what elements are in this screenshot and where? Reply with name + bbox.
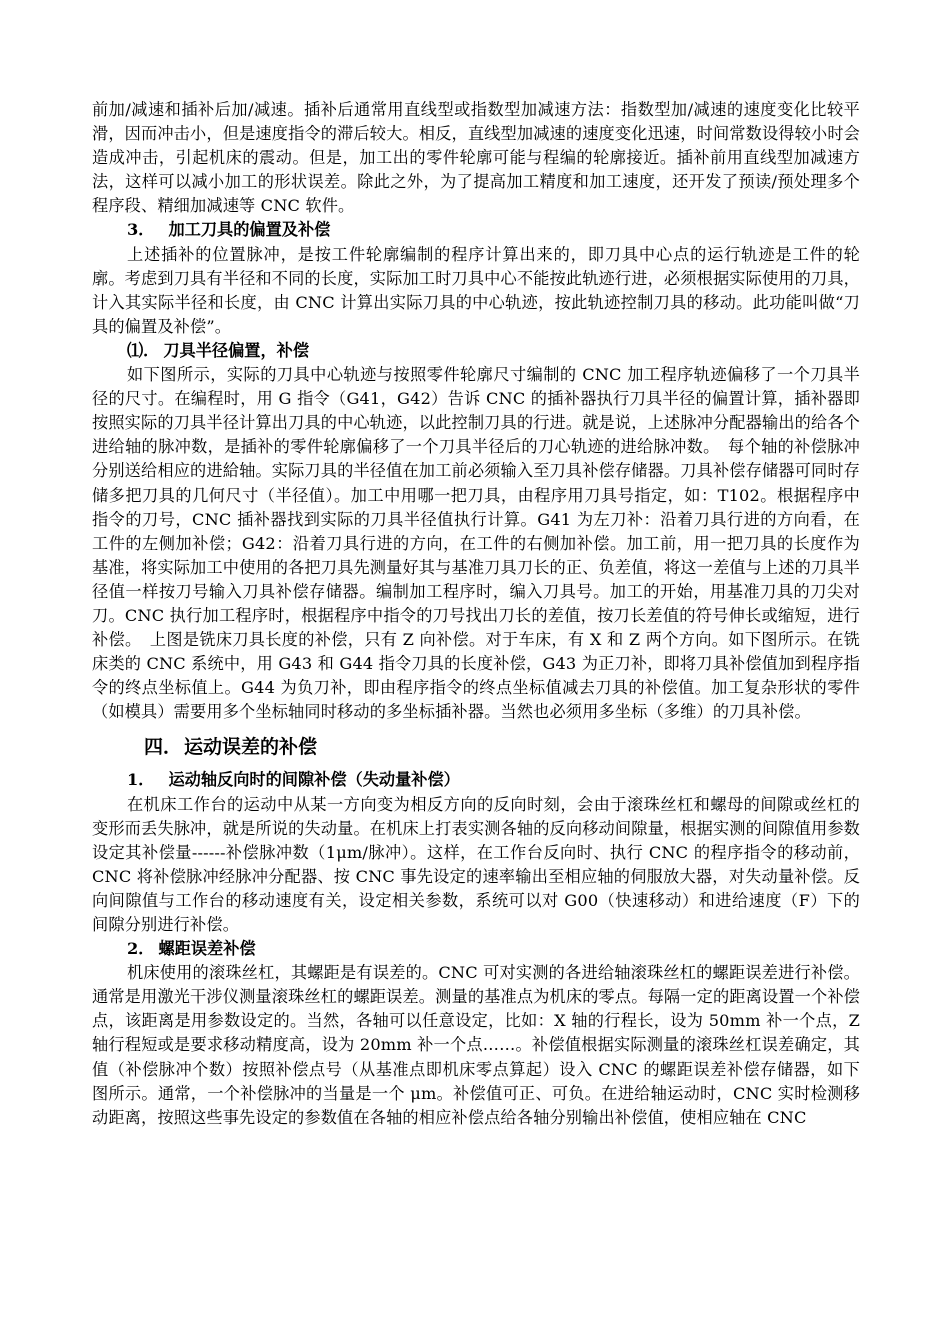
- section-3-1-heading: [92, 339, 860, 363]
- section-4-1-paragraph: 在机床工作台的运动中从某一方向变为相反方向的反向时刻，会由于滚珠丝杠和螺母的间隙或丝杠的变形而丢失脉冲，就是所说的失动量。在机床上打表实测各轴的反向移动间隙量，根据实测的间隙值用参数设定其补偿量------补偿脉冲数（1μm/脉冲）。这样，在工作台反向时、执行 CNC 的程序指令的移动前，CNC 将补偿脉冲经脉冲分配器、按 CNC 事先设定的速率输出至相应轴的伺服放大器，对失动量补偿。反向间隙值与工作台的移动速度有关，设定相关参数，系统可以对 G00（快速移动）和进给速度（F）下的间隙分别进行补偿。: [92, 794, 860, 934]
- section-3-title: 加工刀具的偏置及补偿: [168, 220, 331, 240]
- section-4-title: 运动误差的补偿: [184, 736, 318, 759]
- section-4-2-heading: [92, 937, 860, 961]
- section-4-1-title: 运动轴反向时的间隙补偿（失动量补偿）: [168, 770, 460, 790]
- section-3-1-title: 刀具半径偏置，补偿: [163, 340, 310, 360]
- intro-paragraph: 前加/减速和插补后加/减速。插补后通常用直线型或指数型加减速方法：指数型加/减速的速度变化比较平滑，因而冲击小，但是速度指令的滞后较大。相反，直线型加减速的速度变化迅速，时间常数设得较小时会造成冲击，引起机床的震动。但是，加工出的零件轮廓可能与程编的轮廓接近。插补前用直线型加减速方法，这样可以减小加工的形状误差。除此之外，为了提高加工精度和加工速度，还开发了预读/预处理多个程序段、精细加减速等 CNC 软件。: [92, 100, 860, 216]
- section-4-2-paragraph: 机床使用的滚珠丝杠，其螺距是有误差的。CNC 可对实测的各进给轴滚珠丝杠的螺距误差进行补偿。通常是用激光干涉仪测量滚珠丝杠的螺距误差。测量的基准点为机床的零点。每隔一定的距离设置一个补偿点，该距离是用参数设定的。当然，各轴可以任意设定，比如：X 轴的行程长，设为 50mm 补一个点，Z 轴行程短或是要求移动精度高，设为 20mm 补一个点……。补偿值根据实际测量的滚珠丝杠误差确定，其值（补偿脉冲个数）按照补偿点号（从基准点即机床零点算起）设入 CNC 的螺距误差补偿存储器，如下图所示。通常，一个补偿脉冲的当量是一个 μm。补偿值可正、可负。在进给轴运动时，CNC 实时检测移动距离，按照这些事先设定的参数值在各轴的相应补偿点给各轴分别输出补偿值，使相应轴在 CNC: [92, 963, 860, 1127]
- section-3-paragraph: 上述插补的位置脉冲，是按工件轮廓编制的程序计算出来的，即刀具中心点的运行轨迹是工件的轮廓。考虑到刀具有半径和不同的长度，实际加工时刀具中心不能按此轨迹行进，必须根据实际使用的刀具，计入其实际半径和长度，由 CNC 计算出实际刀具的中心轨迹，按此轨迹控制刀具的移动。此功能叫做“刀具的偏置及补偿”。: [92, 244, 860, 336]
- section-3-1-paragraph: 如下图所示，实际的刀具中心轨迹与按照零件轮廓尺寸编制的 CNC 加工程序轨迹偏移了一个刀具半径的尺寸。在编程时，用 G 指令（G41，G42）告诉 CNC 的插补器执行刀具半径的偏置计算，插补器即按照实际的刀具半径计算出刀具的中心轨迹，以此控制刀具的行进。就是说，上述脉冲分配器输出的给各个进给轴的脉冲数，是插补的零件轮廓偏移了一个刀具半径后的刀心轨迹的进给脉冲数。 每个轴的补偿脉冲分别送给相应的进給轴。实际刀具的半径值在加工前必须输入至刀具补偿存储器。刀具补偿存储器可同时存储多把刀具的几何尺寸（半径值）。加工中用哪一把刀具，由程序用刀具号指定，如：T102。根据程序中指令的刀号，CNC 插补器找到实际的刀具半径值执行计算。G41 为左刀补：沿着刀具行进的方向看，在工件的左侧加补偿；G42：沿着刀具行进的方向，在工件的右侧加补偿。加工前，用一把刀具的长度作为基准，将实际加工中使用的各把刀具先测量好其与基准刀具刀长的正、负差值，将这一差值与上述的刀具半径值一样按刀号输入刀具补偿存储器。编制加工程序时，编入刀具号。加工的开始，用基准刀具的刀尖对刀。CNC 执行加工程序时，根据程序中指令的刀号找出刀长的差值，按刀长差值的符号伸长或缩短，进行补偿。 上图是铣床刀具长度的补偿，只有 Z 向补偿。对于车床，有 X 和 Z 两个方向。如下图所示。在铣床类的 CNC 系统中，用 G43 和 G44 指令刀具的长度补偿，G43 为正刀补，即将刀具补偿值加到程序指令的终点坐标值上。G44 为负刀补，即由程序指令的终点坐标值减去刀具的补偿值。加工复杂形状的零件（如模具）需要用多个坐标轴同时移动的多坐标插补器。当然也必须用多坐标（多维）的刀具补偿。: [92, 365, 860, 722]
- section-3-heading: [92, 218, 860, 242]
- document-page: [92, 98, 860, 1130]
- section-4-2-title: 螺距误差补偿: [158, 939, 256, 959]
- section-3-number: 3．: [127, 220, 155, 240]
- section-3-1-number: ⑴．: [127, 340, 160, 360]
- section-4-number: 四．: [144, 736, 183, 759]
- section-4-2-number: 2．: [127, 939, 155, 959]
- section-4-1-heading: [92, 768, 860, 792]
- section-4-heading: [92, 732, 860, 762]
- section-4-1-number: 1．: [127, 770, 155, 790]
